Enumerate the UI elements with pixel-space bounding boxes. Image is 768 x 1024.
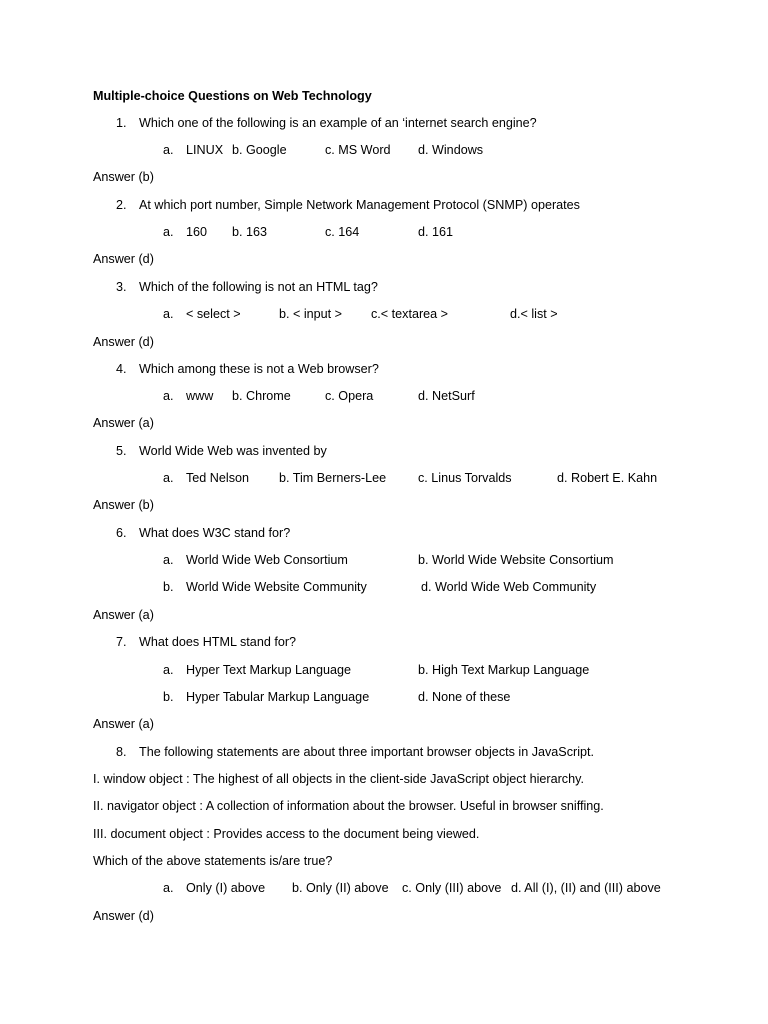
answer-text: Answer (a)	[93, 717, 154, 731]
option-a: 160	[186, 225, 208, 239]
option-a: Ted Nelson	[186, 471, 250, 485]
question-number: 3.	[116, 280, 127, 294]
question-prompt: Which of the above statements is/are true?	[93, 854, 333, 868]
statement-1: I. window object : The highest of all objects in the client-side JavaScript object hierarchy.	[93, 772, 584, 786]
option-d: d.< list >	[510, 307, 558, 321]
question-text: Which among these is not a Web browser?	[139, 362, 379, 376]
option-d: d. Robert E. Kahn	[557, 471, 658, 485]
option-b: b. Only (II) above	[292, 881, 389, 895]
answer-text: Answer (d)	[93, 909, 154, 923]
option-c: World Wide Website Community	[186, 580, 367, 594]
option-c: c. Linus Torvalds	[418, 471, 512, 485]
option-marker: a.	[163, 471, 174, 485]
option-b: b. Google	[232, 143, 287, 157]
answer-text: Answer (d)	[93, 252, 154, 266]
option-marker: a.	[163, 881, 174, 895]
question-number: 4.	[116, 362, 127, 376]
option-d: d. All (I), (II) and (III) above	[511, 881, 661, 895]
document-title: Multiple-choice Questions on Web Technology	[93, 89, 372, 103]
question-text: What does W3C stand for?	[139, 526, 291, 540]
question-number: 2.	[116, 198, 127, 212]
question-text: What does HTML stand for?	[139, 635, 297, 649]
option-d: d. 161	[418, 225, 454, 239]
option-b: b. World Wide Website Consortium	[418, 553, 614, 567]
answer-text: Answer (b)	[93, 498, 154, 512]
option-marker: a.	[163, 553, 174, 567]
question-number: 6.	[116, 526, 127, 540]
option-marker: a.	[163, 307, 174, 321]
option-b: b. Chrome	[232, 389, 291, 403]
option-a: LINUX	[186, 143, 224, 157]
option-marker: a.	[163, 225, 174, 239]
option-a: World Wide Web Consortium	[186, 553, 348, 567]
option-c: c. 164	[325, 225, 360, 239]
option-d: d. NetSurf	[418, 389, 475, 403]
option-b: b. 163	[232, 225, 268, 239]
option-c: c. Only (III) above	[402, 881, 502, 895]
answer-text: Answer (d)	[93, 335, 154, 349]
option-marker: a.	[163, 663, 174, 677]
question-number: 7.	[116, 635, 127, 649]
option-a: www	[186, 389, 214, 403]
question-text: At which port number, Simple Network Management Protocol (SNMP) operates	[139, 198, 580, 212]
question-text: World Wide Web was invented by	[139, 444, 327, 458]
option-c: c. MS Word	[325, 143, 391, 157]
option-b: b. < input >	[279, 307, 343, 321]
answer-text: Answer (a)	[93, 608, 154, 622]
question-text: Which of the following is not an HTML tag?	[139, 280, 378, 294]
answer-text: Answer (a)	[93, 416, 154, 430]
option-marker: b.	[163, 690, 174, 704]
option-c: Hyper Tabular Markup Language	[186, 690, 370, 704]
question-number: 8.	[116, 745, 127, 759]
option-a: Hyper Text Markup Language	[186, 663, 351, 677]
option-marker: a.	[163, 389, 174, 403]
option-a: < select >	[186, 307, 241, 321]
option-c: c.< textarea >	[371, 307, 449, 321]
question-number: 1.	[116, 116, 127, 130]
option-d: d. Windows	[418, 143, 484, 157]
option-marker: b.	[163, 580, 174, 594]
question-text: Which one of the following is an example of an ‘internet search engine?	[139, 116, 537, 130]
option-marker: a.	[163, 143, 174, 157]
option-c: c. Opera	[325, 389, 374, 403]
question-number: 5.	[116, 444, 127, 458]
statement-3: III. document object : Provides access to the document being viewed.	[93, 827, 480, 841]
option-b: b. High Text Markup Language	[418, 663, 590, 677]
option-a: Only (I) above	[186, 881, 266, 895]
question-text: The following statements are about three important browser objects in JavaScript.	[139, 745, 594, 759]
option-d: d. None of these	[418, 690, 511, 704]
statement-2: II. navigator object : A collection of information about the browser. Useful in browser sniffing.	[93, 799, 604, 813]
option-b: b. Tim Berners-Lee	[279, 471, 387, 485]
answer-text: Answer (b)	[93, 170, 154, 184]
option-d: d. World Wide Web Community	[421, 580, 597, 594]
